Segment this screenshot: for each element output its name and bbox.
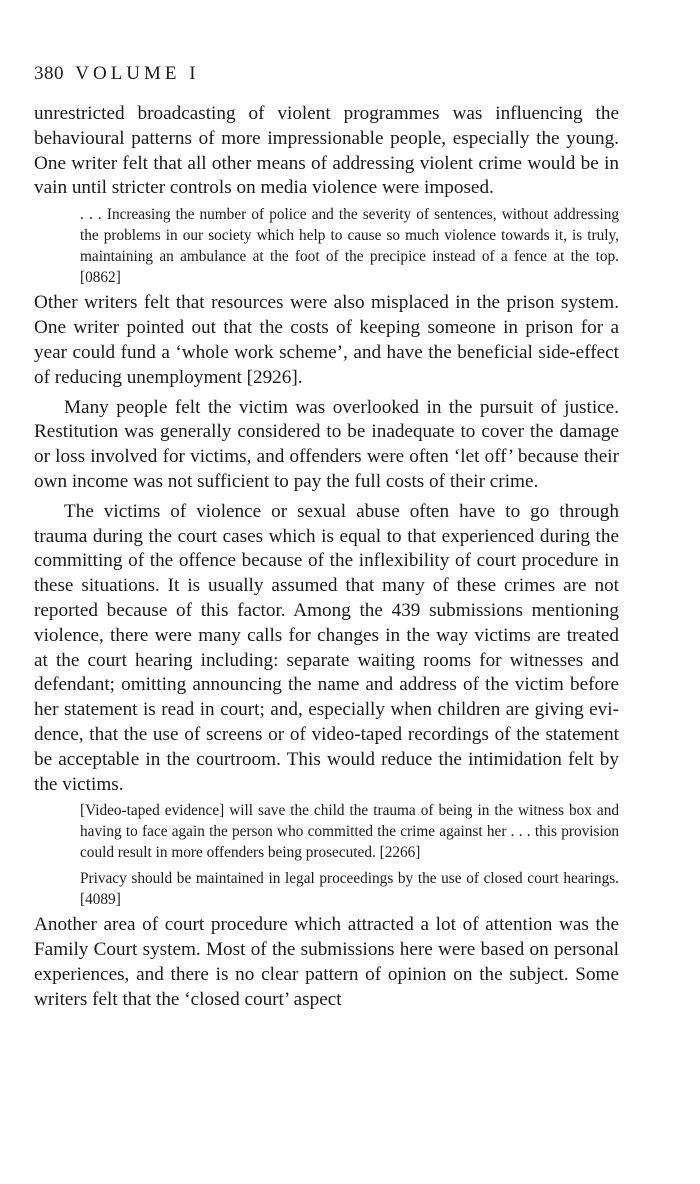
paragraph-victim-overlooked: Many people felt the victim was overlooked in the pursuit of justice. Restitution was generally considered to be inadequate to cover the damage or loss involved for victims, and offenders were often ‘let off’ because their own income was not sufficient to pay the full costs of their crime.: [34, 396, 619, 492]
paragraph-court-trauma: The victims of violence or sexual abuse often have to go through trauma during the court cases which is equal to that experienced during the committing of the offence because of the inflexibility of court procedure in these situations. It is usually assumed that many of these crimes are not reported because of this factor. Among the 439 submissions mentioning violence, there were many calls for changes in the way victims are treated at the court hearing including: separate waiting rooms for witnesses and defendant; omitting announcing the name and address of the victim before her statement is read in court; and, especially when children are giving evidence, that the use of screens or of video-taped recordings of the statement be acceptable in the courtroom. This would reduce the intimidation felt by the victims.: [34, 500, 619, 795]
paragraph-prison-resources: Other writers felt that resources were also misplaced in the prison system. One writer pointed out that the costs of keeping someone in prison for a year could fund a ‘whole work scheme’, and have the beneficial side-effect of reducing unemployment [2926].: [34, 292, 619, 388]
running-head: [34, 62, 619, 86]
quotation-4089: Privacy should be maintained in legal proceedings by the use of closed court hearings. [4089]: [80, 869, 619, 908]
volume-label: VOLUME I: [75, 63, 200, 84]
quotation-0862: . . . Increasing the number of police and the severity of sentences, without addressing the problems in our society which help to cause so much violence towards it, is truly, maintaining an ambulance at the foot of the precipice instead of a fence at the top. [0862]: [80, 206, 619, 286]
paragraph-media-violence: unrestricted broadcasting of violent programmes was influencing the behavioural patterns of more impressionable people, especially the young. One writer felt that all other means of addressing violent crime would be in vain until stricter controls on media violence were imposed.: [34, 103, 619, 199]
quotation-2266: [Video-taped evidence] will save the child the trauma of being in the witness box and having to face again the person who committed the crime against her . . . this provision could result in more offenders being prosecuted. [2266]: [80, 802, 619, 861]
page-number: 380: [34, 63, 64, 84]
paragraph-family-court: Another area of court procedure which attracted a lot of attention was the Family Court system. Most of the submissions here were based on personal experiences, and there is no clear pattern of opinion on the subject. Some writers felt that the ‘closed court’ aspect: [34, 914, 619, 1010]
book-page: [34, 62, 619, 1012]
